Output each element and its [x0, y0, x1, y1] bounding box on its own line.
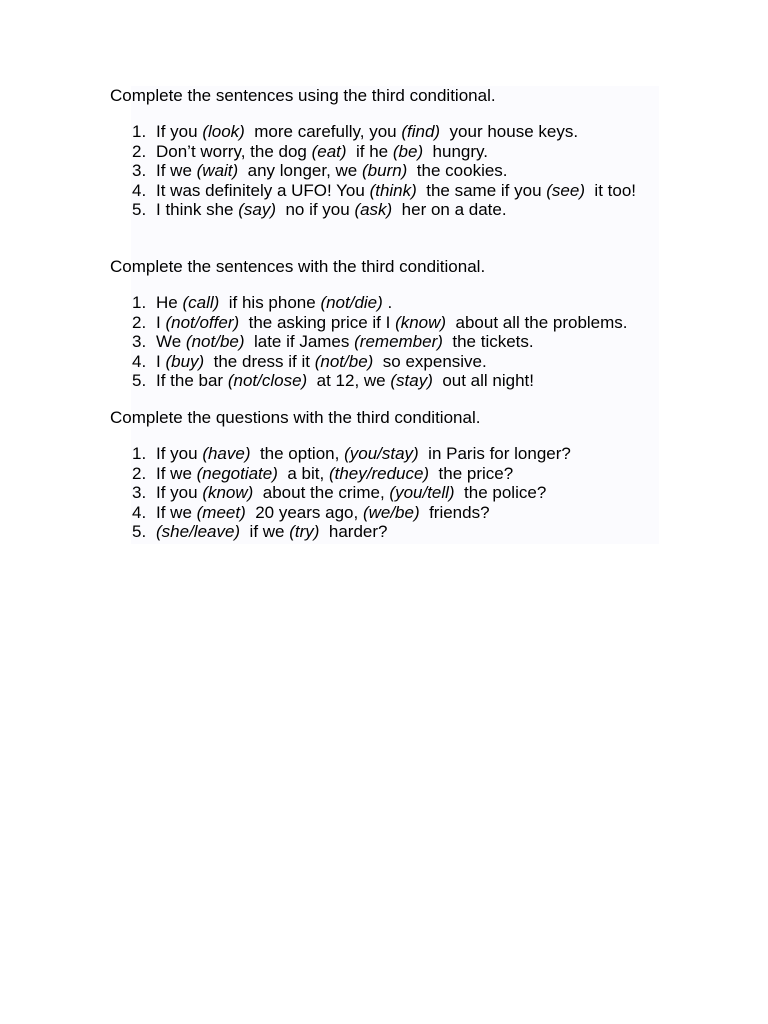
sentence-text: so expensive. [373, 351, 487, 371]
verb-prompt: (call) [182, 293, 220, 312]
verb-prompt: (ask) [354, 200, 393, 220]
item-number: 3. [132, 483, 147, 503]
verb-prompt: (she/leave) [156, 522, 241, 542]
exercise-item [110, 444, 658, 464]
sentence-text: friends? [419, 502, 490, 522]
verb-prompt: (remember) [354, 332, 443, 352]
verb-prompt: (stay) [390, 371, 433, 391]
item-number: 1. [132, 293, 147, 312]
sentence-text: late if James [244, 332, 355, 352]
section-1-heading: Complete the sentences using the third conditional. [110, 86, 496, 105]
verb-prompt: (they/reduce) [328, 463, 430, 483]
sentence-text: about all the problems. [446, 312, 628, 332]
item-number: 3. [132, 332, 147, 352]
verb-prompt: (see) [546, 180, 585, 200]
exercise-item [110, 181, 658, 201]
section-3-list [110, 444, 658, 542]
sentence-text: the price? [429, 463, 514, 483]
sentence-text: I think she [156, 200, 239, 220]
exercise-item [110, 200, 658, 220]
item-number: 4. [132, 180, 147, 200]
sentence-text: the same if you [416, 180, 547, 200]
sentence-text: if his phone [219, 293, 321, 312]
verb-prompt: (have) [202, 444, 251, 463]
sentence-text: the tickets. [442, 332, 534, 352]
exercise-item [110, 352, 658, 372]
exercise-item [110, 161, 658, 181]
sentence-text: If the bar [156, 371, 228, 391]
exercise-item [110, 522, 658, 542]
sentence-text: If we [156, 502, 197, 522]
verb-prompt: (burn) [362, 161, 408, 181]
sentence-text: If we [156, 463, 197, 483]
sentence-text: at 12, we [307, 371, 391, 391]
verb-prompt: (negotiate) [196, 463, 278, 483]
item-number: 2. [132, 141, 147, 161]
sentence-text: if we [240, 522, 290, 542]
verb-prompt: (try) [289, 522, 320, 542]
section-2-heading: Complete the sentences with the third conditional. [110, 257, 486, 276]
sentence-text: any longer, we [238, 161, 362, 181]
exercise-item [110, 464, 658, 484]
verb-prompt: (think) [369, 180, 417, 200]
sentence-text: a bit, [277, 463, 329, 483]
sentence-text: 20 years ago, [245, 502, 363, 522]
sentence-text: in Paris for longer? [418, 444, 571, 463]
sentence-text: Don’t worry, the dog [156, 141, 312, 161]
item-number: 1. [132, 122, 147, 141]
sentence-text: . [382, 293, 393, 312]
sentence-text: harder? [319, 522, 388, 542]
sentence-text: it too! [584, 180, 637, 200]
item-number: 3. [132, 161, 147, 181]
sentence-text: It was definitely a UFO! You [156, 180, 370, 200]
sentence-text: the asking price if I [239, 312, 396, 332]
item-number: 4. [132, 502, 147, 522]
verb-prompt: (eat) [311, 141, 347, 161]
sentence-text: her on a date. [392, 200, 507, 220]
verb-prompt: (not/offer) [165, 312, 240, 332]
verb-prompt: (we/be) [362, 502, 420, 522]
exercise-item [110, 371, 658, 391]
exercise-item [110, 122, 658, 142]
sentence-text: If we [156, 161, 197, 181]
sentence-text: If you [156, 122, 203, 141]
verb-prompt: (not/be) [185, 332, 245, 352]
item-number: 5. [132, 522, 147, 542]
sentence-text: if he [346, 141, 393, 161]
sentence-text: about the crime, [253, 483, 390, 503]
verb-prompt: (not/die) [320, 293, 383, 312]
sentence-text: the police? [454, 483, 547, 503]
item-number: 5. [132, 200, 147, 220]
sentence-text: I [156, 312, 166, 332]
exercise-item [110, 332, 658, 352]
sentence-text: the option, [250, 444, 345, 463]
verb-prompt: (know) [395, 312, 447, 332]
section-2-list [110, 293, 658, 391]
exercise-item [110, 483, 658, 503]
sentence-text: He [156, 293, 183, 312]
verb-prompt: (you/tell) [389, 483, 455, 503]
exercise-item [110, 293, 658, 313]
verb-prompt: (you/stay) [344, 444, 419, 463]
item-number: 1. [132, 444, 147, 463]
verb-prompt: (meet) [196, 502, 246, 522]
item-number: 2. [132, 463, 147, 483]
verb-prompt: (not/close) [227, 371, 308, 391]
sentence-text: I [156, 351, 166, 371]
exercise-item [110, 503, 658, 523]
verb-prompt: (say) [238, 200, 276, 220]
verb-prompt: (find) [401, 122, 441, 141]
sentence-text: no if you [276, 200, 355, 220]
verb-prompt: (be) [392, 141, 424, 161]
verb-prompt: (not/be) [314, 351, 374, 371]
verb-prompt: (buy) [165, 351, 205, 371]
sentence-text: your house keys. [440, 122, 579, 141]
sentence-text: out all night! [432, 371, 534, 391]
item-number: 2. [132, 312, 147, 332]
verb-prompt: (wait) [196, 161, 239, 181]
sentence-text: the cookies. [407, 161, 508, 181]
sentence-text: hungry. [423, 141, 488, 161]
item-number: 4. [132, 351, 147, 371]
exercise-item [110, 313, 658, 333]
verb-prompt: (look) [202, 122, 245, 141]
section-3-heading: Complete the questions with the third conditional. [110, 408, 481, 427]
section-1-list [110, 122, 658, 220]
verb-prompt: (know) [202, 483, 254, 503]
sentence-text: more carefully, you [244, 122, 402, 141]
item-number: 5. [132, 371, 147, 391]
sentence-text: the dress if it [204, 351, 315, 371]
sentence-text: We [156, 332, 186, 352]
sentence-text: If you [156, 483, 203, 503]
sentence-text: If you [156, 444, 203, 463]
exercise-item [110, 142, 658, 162]
